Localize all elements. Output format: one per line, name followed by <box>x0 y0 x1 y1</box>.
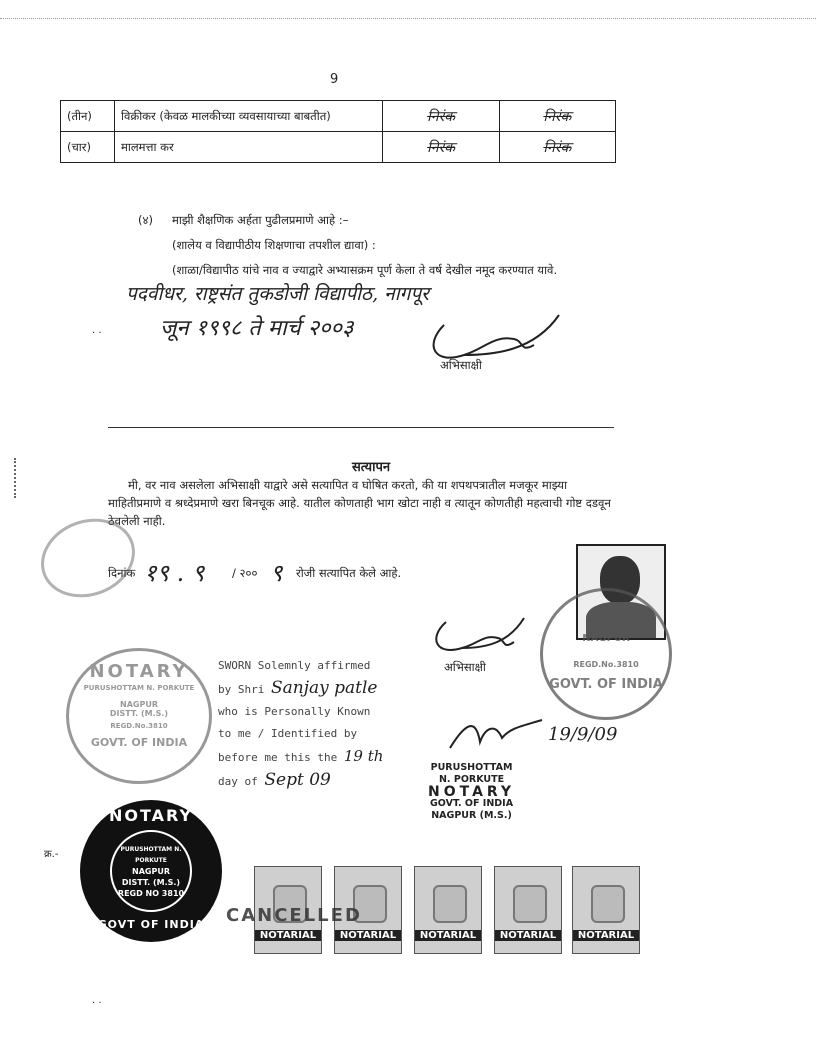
photo-round-stamp <box>540 588 672 720</box>
table-row <box>61 101 616 132</box>
seal-inner <box>110 830 192 912</box>
seal-distt: DISTT. (M.S.) <box>121 878 181 887</box>
handwritten-nil: निरंक <box>427 139 455 156</box>
notary-seal <box>80 800 222 942</box>
verification-heading: सत्यापन <box>352 460 391 475</box>
notary-title: NOTARY <box>428 784 516 800</box>
handwritten-year: ९ <box>270 559 283 587</box>
sworn-line-2-prefix: by Shri <box>218 683 265 696</box>
row-value <box>383 132 499 163</box>
deponent-signature-2 <box>428 608 528 664</box>
stamp-regd: REGD.No.3810 <box>573 660 639 669</box>
seal-name: PURUSHOTTAM N. PORKUTE <box>120 846 182 864</box>
seal-top: NOTARY <box>108 806 194 825</box>
cancelled-stamp: CANCELLED <box>226 905 362 926</box>
seal-bottom: GOVT OF INDIA <box>97 918 205 931</box>
stamp-label: NOTARIAL <box>495 930 561 941</box>
table-row <box>61 132 616 163</box>
stamp-name: PURUSHOTTAM N. PORKUTE <box>83 684 195 692</box>
handwritten-education: पदवीधर, राष्ट्रसंत तुकडोजी विद्यापीठ, नागपूर <box>126 283 429 305</box>
margin-dots-bottom: · · <box>92 998 102 1009</box>
notarial-stamp <box>494 866 562 954</box>
stamp-bottom: GOVT. OF INDIA <box>90 736 188 749</box>
row-label: विक्रीकर (केवळ मालकीच्या व्यवसायाच्या बाबतीत) <box>115 101 383 132</box>
row-number: (तीन) <box>61 101 115 132</box>
handwritten-nil: निरंक <box>543 108 572 125</box>
page-number: 9 <box>330 72 339 87</box>
margin-dots: · · <box>92 328 102 339</box>
sworn-line-6 <box>218 769 383 793</box>
notarial-stamp <box>572 866 640 954</box>
notary-name-1: PURUSHOTTAM <box>430 762 513 773</box>
notary-signature <box>446 712 546 756</box>
stamp-label: NOTARIAL <box>335 930 401 941</box>
deponent-label: अभिसाक्षी <box>440 358 482 372</box>
divider <box>108 427 614 428</box>
notary-govt: GOVT. OF INDIA <box>430 798 514 809</box>
handwritten-day: 19 th <box>343 747 384 765</box>
handwritten-month: Sept 09 <box>264 770 331 790</box>
notary-block-stamp <box>428 762 515 822</box>
row-value <box>499 132 615 163</box>
stamp-regd: REGD.No.3810 <box>110 722 168 730</box>
education-line-2: (शालेय व विद्यापीठीय शिक्षणाचा तपशील द्यावा) : <box>172 238 376 252</box>
sworn-line-5 <box>218 745 383 769</box>
sworn-line-2 <box>218 677 383 701</box>
handwritten-nil: निरंक <box>543 139 572 156</box>
sworn-line-4: to me / Identified by <box>218 727 358 740</box>
margin-note: क्र.- <box>44 849 59 860</box>
row-value <box>383 101 499 132</box>
handwritten-nil: निरंक <box>427 108 455 125</box>
deponent-label-2: अभिसाक्षी <box>444 660 486 674</box>
row-label: मालमत्ता कर <box>115 132 383 163</box>
verification-paragraph: मी, वर नाव असलेला अभिसाक्षी याद्वारे असे सत्यापित व घोषित करतो, की या शपथपत्रातील मजकूर माझ्या माहितीप्रमाणे व श्रध्देप्रमाणे खरा बिनचूक आहे. यातील कोणताही भाग खोटा नाही व त्यातून कोणतीही महत्वाची गोष्ट दडवून ठेवलेली नाही. <box>108 478 611 528</box>
education-item-number: (४) <box>138 213 153 227</box>
handwritten-date: १९ . ९ <box>144 559 205 587</box>
sworn-line-5-prefix: before me this the <box>218 751 338 764</box>
scan-top-edge <box>0 0 816 19</box>
education-line-1: माझी शैक्षणिक अर्हता पुढीलप्रमाणे आहे :– <box>172 213 349 227</box>
year-prefix: / २०० <box>232 566 258 580</box>
notary-place: NAGPUR (M.S.) <box>431 810 512 821</box>
stamp-place: NAGPUR <box>120 700 158 709</box>
sworn-line-3: who is Personally Known <box>218 705 371 718</box>
notary-name-2: N. PORKUTE <box>438 774 505 785</box>
stamp-top: NOTARY <box>89 661 189 682</box>
seal-place: NAGPUR <box>132 867 170 876</box>
margin-scan-marks <box>14 458 38 498</box>
notarial-stamp <box>414 866 482 954</box>
handwritten-period: जून १९९८ ते मार्च २००३ <box>160 316 354 341</box>
stamp-place: NAGPUR <box>582 633 630 644</box>
stamp-label: NOTARIAL <box>415 930 481 941</box>
sworn-line-6-prefix: day of <box>218 775 258 788</box>
notary-sign-date: 19/9/09 <box>548 724 618 745</box>
stamp-bottom: GOVT. OF INDIA <box>549 677 663 692</box>
date-prefix: दिनांक <box>108 566 136 580</box>
sworn-stamp <box>218 655 383 793</box>
sworn-line-1: SWORN Solemnly affirmed <box>218 659 371 672</box>
stamp-emblem <box>513 885 547 923</box>
stamp-label: NOTARIAL <box>255 930 321 941</box>
row-value <box>499 101 615 132</box>
stamp-distt: DISTT. (M.S.) <box>109 709 169 718</box>
stamp-emblem <box>591 885 625 923</box>
tax-table <box>60 100 616 163</box>
education-line-3: (शाळा/विद्यापीठ यांचे नाव व ज्याद्वारे अभ्यासक्रम पूर्ण केला ते वर्ष देखील नमूद करण्यात यावे. <box>172 263 558 277</box>
stamp-emblem <box>433 885 467 923</box>
handwritten-name: Sanjay patle <box>270 678 378 698</box>
seal-regd: REGD NO 3810 <box>117 889 185 898</box>
date-suffix: रोजी सत्यापित केले आहे. <box>296 566 402 580</box>
notary-round-stamp <box>66 648 212 784</box>
row-number: (चार) <box>61 132 115 163</box>
stamp-label: NOTARIAL <box>573 930 639 941</box>
